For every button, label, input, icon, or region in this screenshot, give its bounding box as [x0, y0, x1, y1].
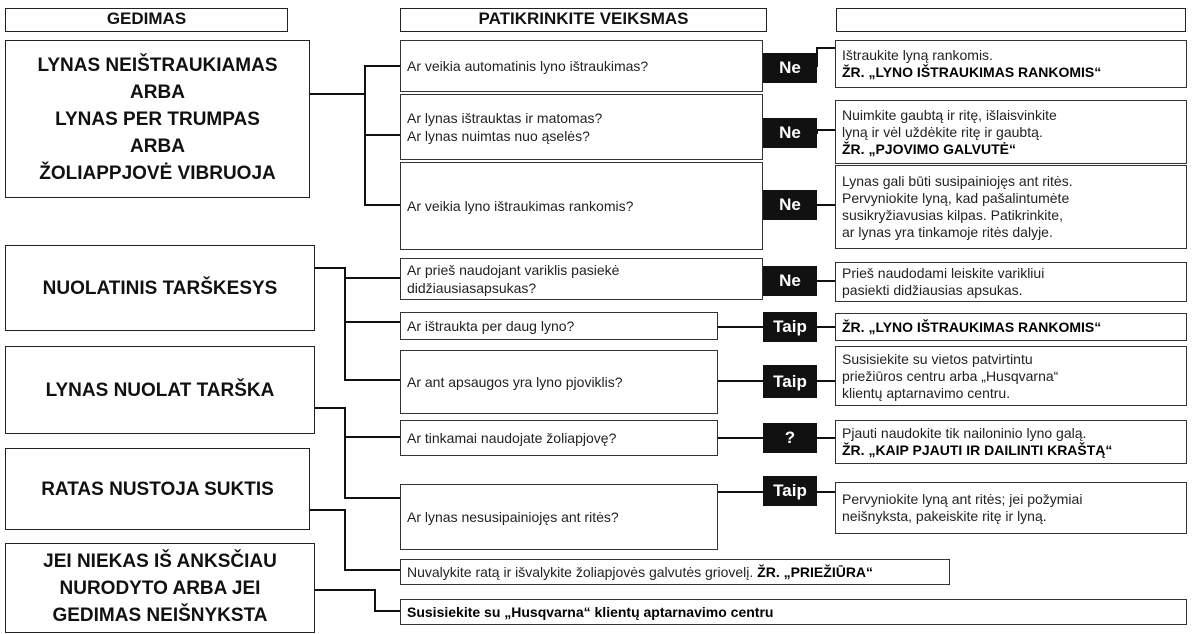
check-text: Ar veikia automatinis lyno ištraukimas?: [407, 58, 649, 74]
action-box-3: [835, 165, 1187, 249]
action-text: Ištraukite lyną rankomis.: [842, 47, 993, 63]
answer-badge: Taip: [763, 312, 817, 342]
check-box-5: [400, 312, 718, 340]
final-action-2: [400, 599, 1187, 625]
answer-badge: Ne: [763, 190, 817, 220]
action-text: Pjauti naudokite tik nailoninio lyno galą.: [842, 425, 1087, 441]
action-reference: ŽR. „PJOVIMO GALVUTĖ“: [842, 140, 1016, 157]
action-text: Susisiekite su vietos patvirtintu priežiūros centru arba „Husqvarna“ klientų aptarnavimo centru.: [842, 350, 1059, 401]
action-box-6: [835, 346, 1187, 406]
answer-badge: ?: [763, 423, 817, 453]
check-box-6: [400, 350, 718, 414]
action-text: Lynas gali būti susipainiojęs ant ritės. Pervyniokite lyną, kad pašalintumėte susikryžiavusias kilpas. Patikrinkite, ar lynas yra tinkamoje ritės dalyje.: [842, 173, 1073, 240]
action-box-1: [835, 40, 1187, 88]
header-fault: GEDIMAS: [5, 8, 288, 32]
check-text: Ar ant apsaugos yra lyno pjoviklis?: [407, 374, 623, 390]
check-box-3: [400, 162, 763, 250]
answer-badge: Taip: [763, 365, 817, 398]
action-reference: Susisiekite su „Husqvarna“ klientų aptarnavimo centru: [407, 604, 774, 620]
fault-label: JEI NIEKAS IŠ ANKSČIAU NURODYTO ARBA JEI GEDIMAS NEIŠNYKSTA: [43, 550, 277, 626]
action-box-2: [835, 100, 1187, 164]
answer-badge: Ne: [763, 266, 817, 296]
check-text: Ar veikia lyno ištraukimas rankomis?: [407, 198, 634, 214]
fault-box-5: [5, 543, 315, 633]
header-action: [836, 8, 1186, 32]
action-text: Pervyniokite lyną ant ritės; jei požymiai neišnyksta, pakeiskite ritę ir lyną.: [842, 491, 1083, 524]
action-reference: ŽR. „KAIP PJAUTI IR DAILINTI KRAŠTĄ“: [842, 442, 1113, 458]
answer-badge: Ne: [763, 118, 817, 148]
check-box-2: [400, 94, 763, 160]
check-text: Ar tinkamai naudojate žoliapjovę?: [407, 430, 617, 446]
check-text: Ar lynas nesusipainiojęs ant ritės?: [407, 509, 619, 525]
answer-badge: Taip: [763, 476, 817, 506]
action-reference: ŽR. „PRIEŽIŪRA“: [757, 564, 874, 580]
action-text: Nuimkite gaubtą ir ritę, išlaisvinkite lyną ir vėl uždėkite ritę ir gaubtą.: [842, 106, 1057, 140]
answer-badge: Ne: [763, 53, 817, 83]
check-text: Ar ištraukta per daug lyno?: [407, 318, 575, 334]
check-box-8: [400, 484, 718, 550]
fault-box-2: [5, 245, 315, 331]
action-box-5: [835, 313, 1187, 341]
fault-box-4: [5, 448, 310, 530]
header-check: PATIKRINKITE VEIKSMAS: [400, 8, 767, 32]
final-action-1: [400, 559, 950, 585]
check-text: Ar prieš naudojant variklis pasiekė didžiausiasapsukas?: [407, 262, 620, 296]
fault-label: LYNAS NUOLAT TARŠKA: [45, 379, 275, 401]
check-box-4: [400, 258, 763, 300]
check-box-1: [400, 40, 763, 92]
action-text: Prieš naudodami leiskite varikliui pasiekti didžiausias apsukas.: [842, 265, 1045, 298]
fault-label: LYNAS NEIŠTRAUKIAMAS ARBA LYNAS PER TRUMPAS ARBA ŽOLIAPPJOVĖ VIBRUOJA: [37, 54, 278, 184]
action-box-4: [835, 262, 1187, 302]
fault-label: NUOLATINIS TARŠKESYS: [42, 277, 278, 299]
fault-box-1: [5, 40, 310, 198]
fault-label: RATAS NUSTOJA SUKTIS: [41, 478, 274, 500]
action-reference: ŽR. „LYNO IŠTRAUKIMAS RANKOMIS“: [842, 64, 1102, 80]
fault-box-3: [5, 346, 315, 434]
action-box-8: [835, 482, 1187, 534]
action-reference: ŽR. „LYNO IŠTRAUKIMAS RANKOMIS“: [842, 318, 1102, 335]
check-text: Ar lynas ištrauktas ir matomas? Ar lynas nuimtas nuo ąselės?: [407, 110, 603, 144]
action-box-7: [835, 420, 1187, 464]
action-text: Nuvalykite ratą ir išvalykite žoliapjovės galvutės griovelį.: [407, 564, 758, 580]
check-box-7: [400, 420, 718, 456]
